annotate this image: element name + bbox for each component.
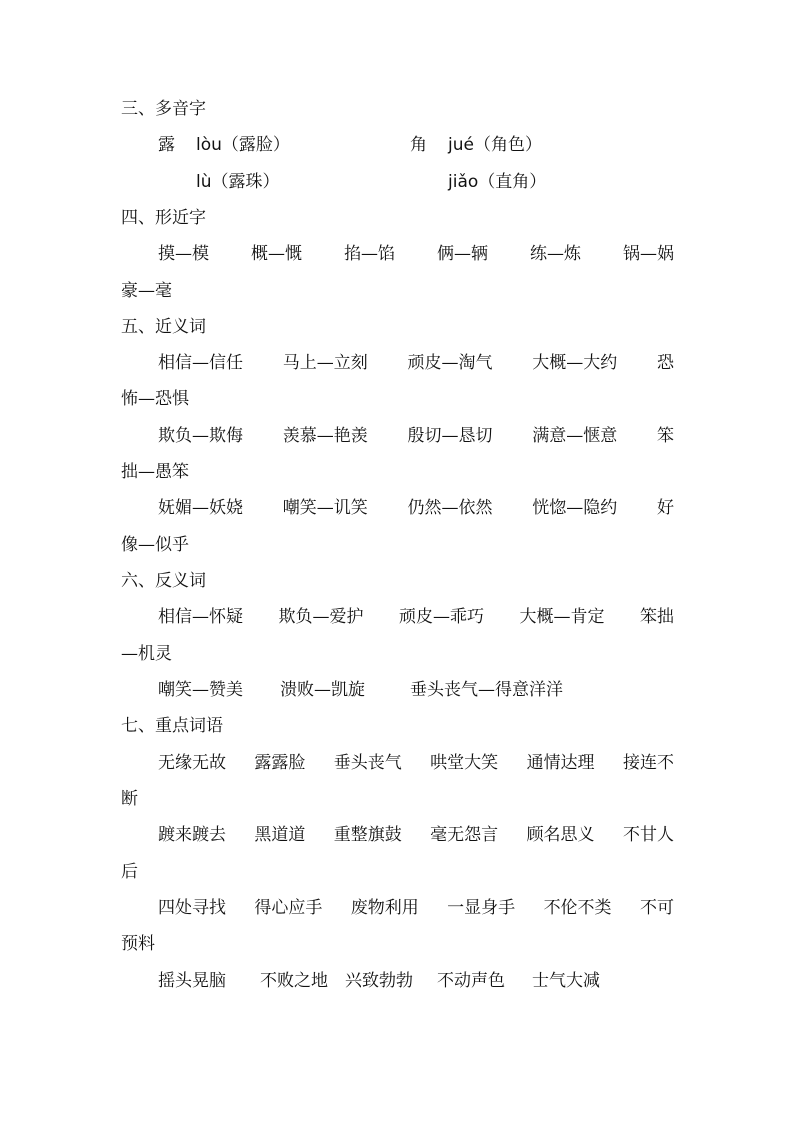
section-heading-antonyms: 六、反义词 bbox=[121, 571, 206, 591]
list-item: 练—炼 bbox=[530, 244, 581, 264]
list-item: 一显身手 bbox=[447, 898, 516, 918]
synonyms-row-1-wrap: 怖—恐惧 bbox=[121, 389, 189, 409]
list-item: 大概—大约 bbox=[532, 353, 618, 373]
section-heading-similar-shape: 四、形近字 bbox=[121, 208, 206, 228]
list-item: 哄堂大笑 bbox=[430, 753, 499, 773]
list-item: 嘲笑—讥笑 bbox=[282, 498, 368, 518]
section-heading-polyphonic: 三、多音字 bbox=[121, 99, 206, 119]
antonyms-row-1-wrap: —机灵 bbox=[121, 644, 172, 664]
similar-shape-wrap: 豪—毫 bbox=[121, 281, 172, 301]
list-item: 重整旗鼓 bbox=[333, 825, 402, 845]
polyphonic-reading-lu: lù（露珠） bbox=[196, 172, 280, 192]
synonyms-row-3-wrap: 像—似乎 bbox=[121, 535, 189, 555]
list-item: 相信—信任 bbox=[158, 353, 243, 373]
list-item: 嘲笑—赞美 bbox=[158, 680, 243, 700]
list-item: 顾名思义 bbox=[526, 825, 595, 845]
key-phrases-row-2 bbox=[158, 825, 674, 845]
synonyms-row-2 bbox=[158, 426, 674, 446]
list-item: 废物利用 bbox=[350, 898, 419, 918]
key-phrases-row-3-wrap: 预料 bbox=[121, 934, 155, 954]
list-item: 好 bbox=[657, 498, 674, 518]
list-item: 不甘人 bbox=[622, 825, 674, 845]
list-item: 俩—辆 bbox=[437, 244, 488, 264]
list-item: 士气大减 bbox=[532, 971, 600, 991]
list-item: 无缘无故 bbox=[158, 753, 226, 773]
antonyms-row-1 bbox=[158, 607, 674, 627]
key-phrases-row-1-wrap: 断 bbox=[121, 789, 138, 809]
list-item: 垂头丧气—得意洋洋 bbox=[410, 680, 563, 700]
list-item: 溃败—凯旋 bbox=[280, 680, 365, 700]
list-item: 妩媚—妖娆 bbox=[158, 498, 243, 518]
list-item: 欺负—爱护 bbox=[278, 607, 364, 627]
polyphonic-reading-jiao: jiǎo（直角） bbox=[448, 172, 547, 192]
list-item: 不败之地 bbox=[260, 971, 328, 991]
list-item: 摇头晃脑 bbox=[158, 971, 226, 991]
list-item: 笨拙 bbox=[640, 607, 674, 627]
list-item: 毫无怨言 bbox=[430, 825, 499, 845]
list-item: 黑道道 bbox=[254, 825, 306, 845]
list-item: 仍然—依然 bbox=[407, 498, 493, 518]
list-item: 相信—怀疑 bbox=[158, 607, 243, 627]
list-item: 接连不 bbox=[622, 753, 674, 773]
list-item: 垂头丧气 bbox=[333, 753, 402, 773]
synonyms-row-1 bbox=[158, 353, 674, 373]
synonyms-row-3 bbox=[158, 498, 674, 518]
list-item: 得心应手 bbox=[254, 898, 323, 918]
list-item: 欺负—欺侮 bbox=[158, 426, 243, 446]
list-item: 锅—娲 bbox=[623, 244, 674, 264]
list-item: 四处寻找 bbox=[158, 898, 226, 918]
section-heading-synonyms: 五、近义词 bbox=[121, 317, 206, 337]
list-item: 掐—馅 bbox=[344, 244, 395, 264]
list-item: 恍惚—隐约 bbox=[532, 498, 618, 518]
list-item: 不动声色 bbox=[437, 971, 505, 991]
list-item: 不可 bbox=[639, 898, 674, 918]
list-item: 概—慨 bbox=[251, 244, 302, 264]
list-item: 大概—肯定 bbox=[519, 607, 605, 627]
list-item: 恐 bbox=[657, 353, 674, 373]
list-item: 兴致勃勃 bbox=[345, 971, 413, 991]
list-item: 羡慕—艳羡 bbox=[282, 426, 368, 446]
list-item: 露露脸 bbox=[254, 753, 306, 773]
list-item: 殷切—恳切 bbox=[407, 426, 493, 446]
key-phrases-row-1 bbox=[158, 753, 674, 773]
similar-shape-row bbox=[158, 244, 674, 264]
list-item: 不伦不类 bbox=[543, 898, 612, 918]
polyphonic-char-jiao: 角 bbox=[410, 135, 427, 155]
list-item: 满意—惬意 bbox=[532, 426, 618, 446]
list-item: 笨 bbox=[657, 426, 674, 446]
polyphonic-reading-jue: jué（角色） bbox=[448, 135, 542, 155]
list-item: 踱来踱去 bbox=[158, 825, 226, 845]
synonyms-row-2-wrap: 拙—愚笨 bbox=[121, 462, 189, 482]
list-item: 顽皮—乖巧 bbox=[399, 607, 484, 627]
key-phrases-row-2-wrap: 后 bbox=[121, 862, 138, 882]
list-item: 摸—模 bbox=[158, 244, 209, 264]
list-item: 马上—立刻 bbox=[282, 353, 368, 373]
list-item: 顽皮—淘气 bbox=[407, 353, 493, 373]
key-phrases-row-3 bbox=[158, 898, 674, 918]
polyphonic-reading-lou: lòu（露脸） bbox=[196, 135, 290, 155]
list-item: 通情达理 bbox=[526, 753, 595, 773]
polyphonic-char-lu: 露 bbox=[158, 135, 175, 155]
section-heading-key-phrases: 七、重点词语 bbox=[121, 716, 223, 736]
